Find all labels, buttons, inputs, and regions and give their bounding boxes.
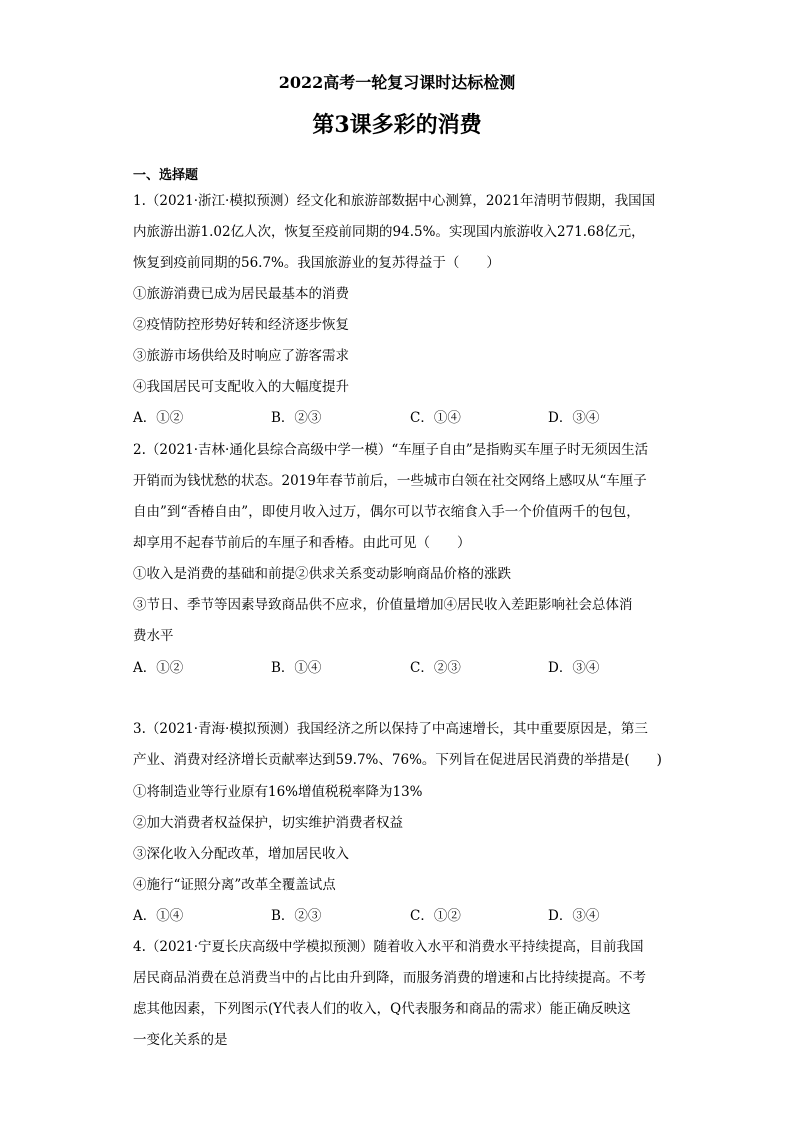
option-d[interactable]: D．③④ xyxy=(548,410,600,426)
option-c[interactable]: C．②③ xyxy=(410,660,461,676)
option-d[interactable]: D．③④ xyxy=(548,908,600,924)
statement-item: ③深化收入分配改革，增加居民收入 xyxy=(133,846,349,862)
question-text-line: 一变化关系的是 xyxy=(133,1032,228,1048)
question-text-line: 却享用不起春节前后的车厘子和香椿。由此可见（ ） xyxy=(133,535,471,551)
statement-item: ②加大消费者权益保护，切实维护消费者权益 xyxy=(133,815,403,831)
statement-item: 费水平 xyxy=(133,628,174,644)
statement-item: ④我国居民可支配收入的大幅度提升 xyxy=(133,379,349,395)
answer-options xyxy=(133,658,673,678)
answer-options xyxy=(133,408,673,428)
question-text-line: 3.（2021·青海·模拟预测）我国经济之所以保持了中高速增长，其中重要原因是，第三 xyxy=(133,721,648,737)
lesson-title: 第3课多彩的消费 xyxy=(312,112,482,138)
question-text-line: 4.（2021·宁夏长庆高级中学模拟预测）随着收入水平和消费水平持续提高，目前我国 xyxy=(133,939,644,955)
answer-options xyxy=(133,906,673,926)
statement-item: ③旅游市场供给及时响应了游客需求 xyxy=(133,348,349,364)
statement-item: ④施行“证照分离”改革全覆盖试点 xyxy=(133,877,336,893)
question-text-line: 内旅游出游1.02亿人次，恢复至疫前同期的94.5%。实现国内旅游收入271.68亿元， xyxy=(133,224,645,240)
option-a[interactable]: A．①④ xyxy=(133,908,184,924)
statement-item: ①将制造业等行业原有16%增值税税率降为13% xyxy=(133,784,423,800)
statement-item: ③节日、季节等因素导致商品供不应求，价值量增加④居民收入差距影响社会总体消 xyxy=(133,597,633,613)
statement-item: ①旅游消费已成为居民最基本的消费 xyxy=(133,286,349,302)
question-text-line: 1.（2021·浙江·模拟预测）经文化和旅游部数据中心测算，2021年清明节假期，我国国 xyxy=(133,193,656,209)
question-text-line: 自由”到“香椿自由”，即使月收入过万，偶尔可以节衣缩食入手一个价值两千的包包， xyxy=(133,504,640,520)
question-text-line: 开销而为钱忧愁的状态。2019年春节前后，一些城市白领在社交网络上感叹从“车厘子 xyxy=(133,473,647,489)
question-text-line: 恢复到疫前同期的56.7%。我国旅游业的复苏得益于（ ） xyxy=(133,255,500,271)
option-c[interactable]: C．①④ xyxy=(410,410,461,426)
question-text-line: 产业、消费对经济增长贡献率达到59.7%、76%。下列旨在促进居民消费的举措是( ) xyxy=(133,752,662,768)
option-c[interactable]: C．①② xyxy=(410,908,461,924)
option-a[interactable]: A．①② xyxy=(133,410,184,426)
option-b[interactable]: B．②③ xyxy=(271,410,322,426)
statement-item: ①收入是消费的基础和前提②供求关系变动影响商品价格的涨跌 xyxy=(133,566,511,582)
option-d[interactable]: D．③④ xyxy=(548,660,600,676)
document-title: 2022高考一轮复习课时达标检测 xyxy=(278,73,516,92)
section-heading: 一、选择题 xyxy=(133,168,199,183)
option-b[interactable]: B．①④ xyxy=(271,660,322,676)
question-text-line: 居民商品消费在总消费当中的占比由升到降，而服务消费的增速和占比持续提高。不考 xyxy=(133,970,646,986)
option-b[interactable]: B．②③ xyxy=(271,908,322,924)
option-a[interactable]: A．①② xyxy=(133,660,184,676)
question-text-line: 虑其他因素，下列图示(Y代表人们的收入，Q代表服务和商品的需求）能正确反映这 xyxy=(133,1001,631,1017)
statement-item: ②疫情防控形势好转和经济逐步恢复 xyxy=(133,317,349,333)
question-text-line: 2.（2021·吉林·通化县综合高级中学一模）“车厘子自由”是指购买车厘子时无须因生活 xyxy=(133,442,649,458)
